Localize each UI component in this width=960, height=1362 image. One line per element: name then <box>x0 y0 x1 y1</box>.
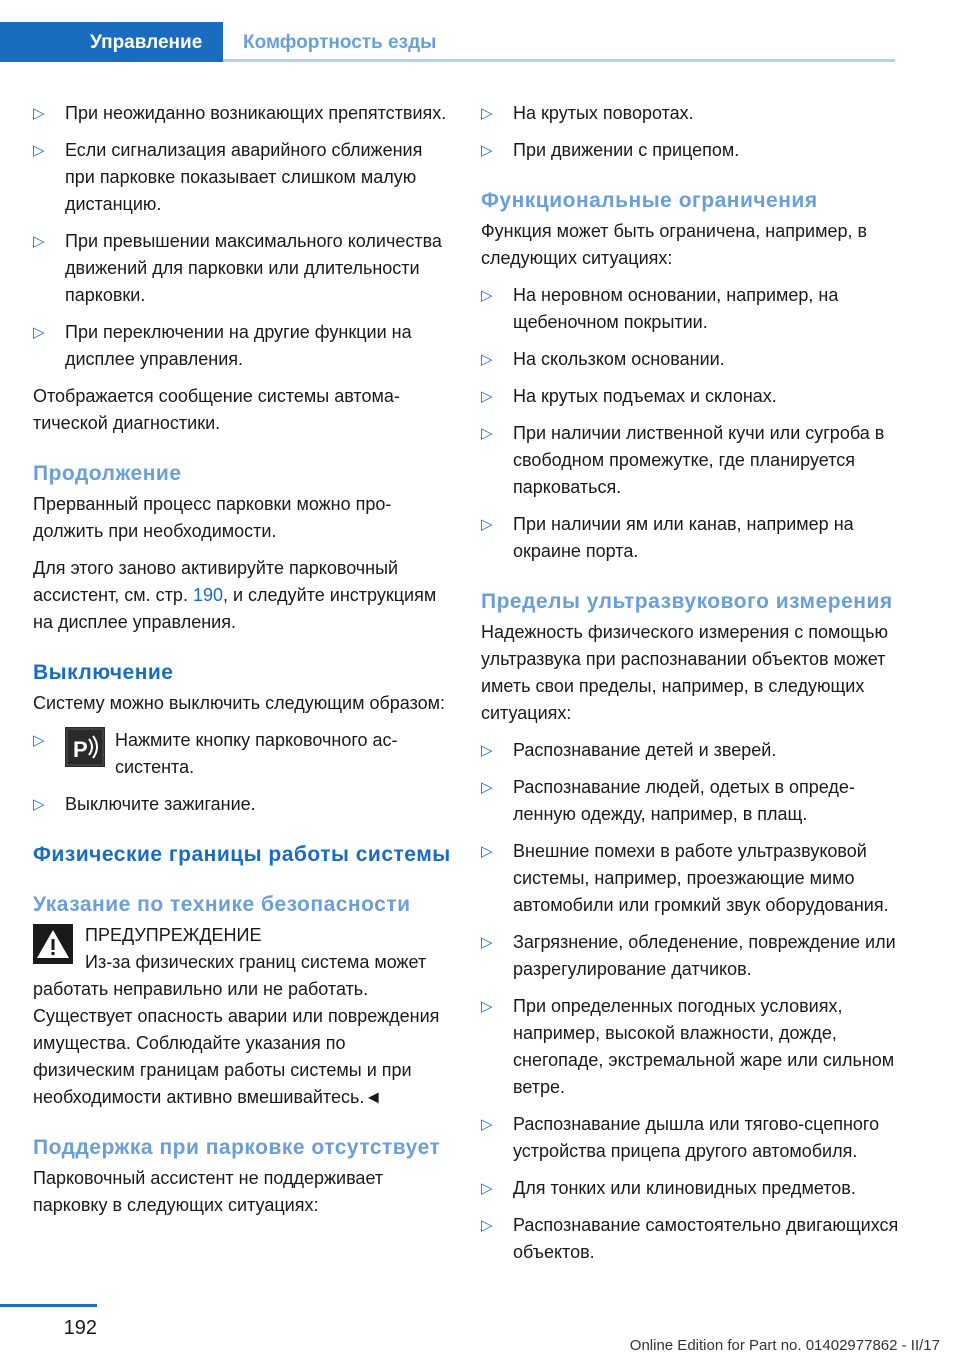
page-link[interactable]: 190 <box>192 585 223 605</box>
bullet-icon: ▷ <box>481 105 493 122</box>
list-item: ▷ При движении с прицепом. <box>481 137 899 164</box>
list-item: ▷ При превышении максимального количества движений для парковки или длительности парковки. <box>33 228 451 309</box>
list-item: ▷ Внешние помехи в работе ультразвуковой системы, например, проезжающие мимо автомобили или громкий звук оборудования. <box>481 838 899 919</box>
no-support-heading: Поддержка при парковке отсутствует <box>33 1136 441 1159</box>
switch-off-heading: Выключение <box>33 661 174 684</box>
functional-limits-heading: Функциональные ограничения <box>481 189 818 212</box>
bullet-icon: ▷ <box>481 425 493 442</box>
list-item: ▷ Если сигнализация аварийного сближения при парковке показывает слишком малую дистанцию. <box>33 137 451 218</box>
bullet-icon: ▷ <box>33 324 45 341</box>
list-item: ▷ На неровном основании, например, на щебеночном покрытии. <box>481 282 899 336</box>
list-item: ▷ При переключении на другие функции на дисплее управления. <box>33 319 451 373</box>
diagnostic-text: Отображается сообщение системы автоматической диагностики. <box>33 386 400 433</box>
bullet-icon: ▷ <box>33 732 45 749</box>
switch-off-text: Систему можно выключить следующим образом: <box>33 693 446 713</box>
bullet-icon: ▷ <box>481 779 493 796</box>
continuation-text: Прерванный процесс парковки можно продолжить при необходимости. <box>33 494 392 541</box>
left-column <box>33 100 451 1229</box>
list-item: ▷ На крутых подъемах и склонах. <box>481 383 899 410</box>
svg-text:P: P <box>73 737 88 762</box>
bullet-icon: ▷ <box>33 796 45 813</box>
list-item: ▷ Распознавание дышла или тягово-сцепного устройства прицепа другого автомобиля. <box>481 1111 899 1165</box>
list-item: ▷ При неожиданно возникающих препятствиях. <box>33 100 451 127</box>
bullet-icon: ▷ <box>481 742 493 759</box>
right-column <box>481 100 899 1276</box>
bullet-icon: ▷ <box>481 1217 493 1234</box>
park-assist-button-icon <box>65 727 105 767</box>
list-item: ▷ При наличии лиственной кучи или сугроба в свободном промежутке, где планируется парковаться. <box>481 420 899 501</box>
list-item: ▷ Распознавание детей и зверей. <box>481 737 899 764</box>
ultrasonic-limits-heading: Пределы ультразвукового измерения <box>481 590 893 613</box>
edition-note: Online Edition for Part no. 01402977862 - II/17 <box>629 1337 940 1354</box>
bullet-icon: ▷ <box>481 1116 493 1133</box>
bullet-icon: ▷ <box>481 843 493 860</box>
physical-limits-heading: Физические границы работы системы <box>33 843 451 866</box>
list-item: ▷ Распознавание людей, одетых в определенную одежду, например, в плащ. <box>481 774 899 828</box>
bullet-icon: ▷ <box>33 142 45 159</box>
warning-block <box>33 922 451 1111</box>
list-item: ▷ При наличии ям или канав, например на окраине порта. <box>481 511 899 565</box>
safety-heading: Указание по технике безопасности <box>33 893 411 916</box>
footer-divider <box>0 1304 97 1307</box>
warning-triangle-icon <box>33 924 73 964</box>
page-header <box>0 0 960 62</box>
section-tab-control[interactable]: Управление <box>0 22 223 62</box>
list-item: ▷ Распознавание самостоятельно двигающихся объектов. <box>481 1212 899 1266</box>
warning-title: ПРЕДУПРЕЖДЕНИЕ <box>85 925 262 945</box>
list-item: ▷ Выключите зажигание. <box>33 791 451 818</box>
functional-limits-text: Функция может быть ограничена, например, в следующих ситуациях: <box>481 221 868 268</box>
bullet-icon: ▷ <box>481 351 493 368</box>
header-divider <box>223 59 895 62</box>
bullet-icon: ▷ <box>33 233 45 250</box>
section-tab-comfort[interactable]: Комфортность езды <box>243 32 437 53</box>
warning-text: Из-за физических границ система может работать неправильно или не работать. Существует опасность аварии или повреждения имущества. Соблюдайте указания по физическим границам работы системы и при необходимости активно вмешивайтесь.◄ <box>33 952 440 1107</box>
continuation-instructions: Для этого заново активируйте парковочный ассистент, см. стр. 190, и следуйте инструкциям на дисплее управления. <box>33 558 437 632</box>
list-item: ▷ P Нажмите кнопку парковочного ассистента. <box>33 727 451 781</box>
bullet-icon: ▷ <box>33 105 45 122</box>
bullet-icon: ▷ <box>481 934 493 951</box>
bullet-icon: ▷ <box>481 516 493 533</box>
bullet-icon: ▷ <box>481 1180 493 1197</box>
bullet-icon: ▷ <box>481 388 493 405</box>
list-item: ▷ На скользком основании. <box>481 346 899 373</box>
list-item: ▷ На крутых поворотах. <box>481 100 899 127</box>
bullet-icon: ▷ <box>481 287 493 304</box>
list-item: ▷ Загрязнение, обледенение, повреждение или разрегулирование датчиков. <box>481 929 899 983</box>
no-support-text: Парковочный ассистент не поддерживает парковку в следующих ситуациях: <box>33 1168 384 1215</box>
continuation-heading: Продолжение <box>33 462 182 485</box>
bullet-icon: ▷ <box>481 142 493 159</box>
bullet-icon: ▷ <box>481 998 493 1015</box>
list-item: ▷ Для тонких или клиновидных предметов. <box>481 1175 899 1202</box>
ultrasonic-limits-text: Надежность физического измерения с помощью ультразвука при распознавании объектов может иметь свои пределы, например, в следующих ситуациях: <box>481 622 889 723</box>
list-item: ▷ При определенных погодных условиях, например, высокой влажности, дожде, снегопаде, экстремальной жаре или сильном ветре. <box>481 993 899 1101</box>
page-number: 192 <box>63 1317 97 1339</box>
